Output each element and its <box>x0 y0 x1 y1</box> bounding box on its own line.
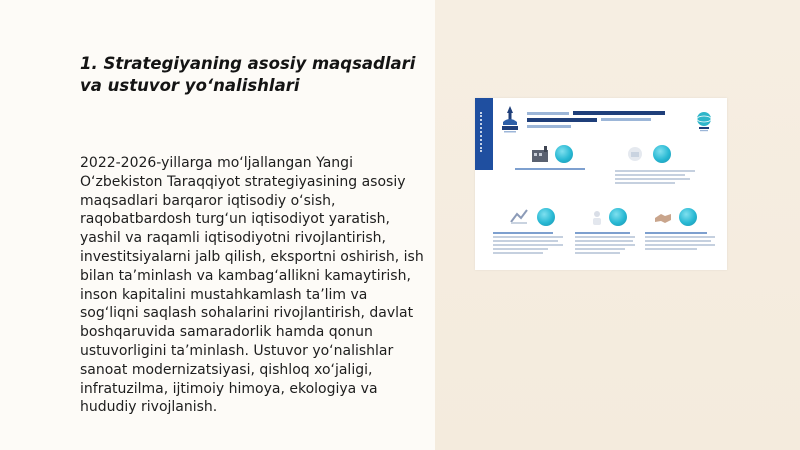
infographic-header <box>527 110 677 130</box>
globe-logo-icon <box>693 110 715 132</box>
building-emblem-icon <box>499 104 521 134</box>
category-circle-icon <box>653 145 671 163</box>
graph-icon <box>509 206 529 226</box>
handshake-icon <box>653 208 673 228</box>
factory-icon <box>530 144 552 164</box>
money-icon <box>625 144 645 164</box>
slide-title: 1. Strategiyaning asosiy maqsadlari va ustuvor yo‘nalishlari <box>80 54 416 95</box>
slide-body-text: 2022-2026-yillarga mo‘ljallangan Yangi O‘zbekiston Taraqqiyot strategiyasining asosiy maqsadlari barqaror iqtisodiy o‘sish, raqobatbardosh turg‘un iqtisodiyot yaratish, yashil va raqamli iqtisodiyotni rivojlantirish, investitsiyalarni jalb qilish, eksportni oshirish, ish bilan ta’minlash va kambag‘allikni kamaytirish, inson kapitalini mustahkamlash ta’lim va sog‘liqni saqlash sohalarini rivojlantirish, davlat boshqaruvida samaradorlik hamda qonun ustuvorligini ta’minlash. Ustuvor yo‘nalishlar sanoat modernizatsiyasi, qishloq xo‘jaligi, infratuzilma, ijtimoiy himoya, ekologiya va hududiy rivojlanish. <box>80 155 424 416</box>
category-circle-icon <box>609 208 627 226</box>
category-circle-icon <box>679 208 697 226</box>
strategy-infographic-image <box>475 98 727 270</box>
category-circle-icon <box>555 145 573 163</box>
infographic-sidebar <box>475 98 493 170</box>
category-circle-icon <box>537 208 555 226</box>
person-icon <box>587 208 607 228</box>
